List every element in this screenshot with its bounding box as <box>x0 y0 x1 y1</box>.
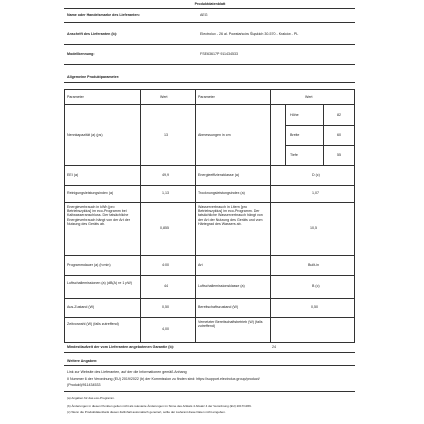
table-head-param2: Parameter <box>198 95 215 99</box>
supplier-address-value: Electrolux - 26 al. Powstańców Śląskich 30-570 - Kraków - PL <box>200 32 299 36</box>
table-row-divider <box>64 202 355 203</box>
table-cell: Energieeffizienzklasse (a) <box>198 173 240 177</box>
dimension-value: 82 <box>337 113 341 117</box>
divider <box>64 352 355 353</box>
table-cell: 0,50 <box>162 305 169 309</box>
table-cell: Aus-Zustand (W) <box>67 305 95 309</box>
table-cell: Vernetzter Bereitschaftsbetrieb (W) (falls zutreffend) <box>198 320 263 329</box>
table-row-divider <box>64 255 355 256</box>
table-col-divider <box>195 89 196 343</box>
table-cell: 1,07 <box>312 191 319 195</box>
table-cell: EEI (a) <box>67 173 79 177</box>
divider <box>64 391 355 392</box>
table-cell: 0,50 <box>311 305 318 309</box>
dimension-label: Tiefe <box>290 153 298 157</box>
model-value: FSE63617P 911434533 <box>200 52 239 56</box>
table-cell: Reinigungsleistungsindex (a) <box>67 191 114 195</box>
table-col-divider <box>140 89 141 343</box>
table-cell: 44 <box>164 284 168 288</box>
table-cell: Zeitvorwahl (W) (falls zutreffend) <box>67 322 119 326</box>
table-row-divider <box>64 185 355 186</box>
table-cell: Art <box>198 263 203 267</box>
table-cell: B (c) <box>312 284 320 288</box>
page-title: Produktdatenblatt <box>194 2 226 6</box>
table-row-divider <box>64 165 355 166</box>
divider <box>64 44 355 45</box>
divider <box>64 22 355 23</box>
table-cell: 4,00 <box>162 327 169 331</box>
divider <box>64 82 355 83</box>
header-rule <box>64 8 355 9</box>
divider <box>64 365 355 366</box>
table-cell: Luftschallemissionen (a) (dB(A) re 1 pW) <box>67 281 132 285</box>
table-cell: Bereitschaftszustand (W) <box>198 305 239 309</box>
divider <box>64 64 355 65</box>
supplier-address-label: Anschrift des Lieferanten (b): <box>67 32 118 36</box>
dimension-label: Breite <box>290 133 300 137</box>
table-cell: Energieverbrauch in kWh [pro Betriebszyklus] im eco-Programm bei Kaltwasseranschluss. Der tatsächliche Energieverbrauch hängt von der Art der Nutzung des Geräts ab. <box>67 205 130 226</box>
footnote-c: (c) Wenn die Produktdatenbank diesen Zellinhalt automatisch generiert, sollte der Lieferant diese Daten nicht eingeben. <box>67 410 226 414</box>
table-cell: Nennkapazität (a) (ps) <box>67 133 103 137</box>
footnote-b: (b) Änderungen in diesen Punkten gelten nicht als relevante Änderungen im Sinne des Artikels 4 Absatz 4 der Verordnung (EU) 2017/1369. <box>67 404 252 408</box>
additional-line: Link zur Website des Lieferanten, auf der die Informationen gemäß Anhang <box>67 370 187 374</box>
table-cell: Luftschallemissionsklasse (a) <box>198 284 245 288</box>
table-cell: D (c) <box>312 173 320 177</box>
table-head-value2: Wert <box>305 95 313 99</box>
table-col-divider <box>270 89 271 343</box>
table-row-divider <box>64 104 355 105</box>
supplier-name-value: AEG <box>200 13 208 17</box>
table-cell: Built-in <box>308 263 319 267</box>
table-row-divider <box>64 317 355 318</box>
table-row-divider <box>64 275 355 276</box>
dimensions-col-divider <box>323 104 324 165</box>
dimensions-subrow-divider <box>285 145 355 146</box>
general-section-title: Allgemeine Produktparameter: <box>67 75 120 79</box>
table-cell: Abmessungen in cm <box>198 133 231 137</box>
dimensions-col-divider <box>285 104 286 165</box>
table-cell: Trocknungsleistungsindex (a) <box>198 191 245 195</box>
dimension-value: 60 <box>337 133 341 137</box>
additional-line: II Nummer 6 der Verordnung (EU) 2019/2022 (b) der Kommission zu finden sind: https://support.electrolux.group/product/ <box>67 377 260 381</box>
table-cell: 1,13 <box>162 191 169 195</box>
table-cell: 0,855 <box>160 226 169 230</box>
table-head-param1: Parameter <box>67 95 84 99</box>
model-label: Modellkennung: <box>67 52 95 56</box>
table-cell: 4:00 <box>162 263 169 267</box>
additional-line: (Produkt)/911434533 <box>67 383 101 387</box>
dimension-label: Höhe <box>290 113 299 117</box>
warranty-label: Mindestlaufzeit der vom Lieferanten angebotenen Garantie (b): <box>67 345 175 349</box>
table-cell: Wasserverbrauch in Litern [pro Betriebszyklus] im eco-Programm. Der tatsächliche Wasserverbrauch hängt von der Art der Nutzung des Geräts und vom Härtegrad des Wassers ab. <box>198 205 263 226</box>
table-cell: 13 <box>164 133 168 137</box>
table-cell: 10,5 <box>310 226 317 230</box>
table-head-value1: Wert <box>160 95 168 99</box>
table-cell: Programmdauer (a) (h:min) <box>67 263 111 267</box>
table-cell: 49,9 <box>162 173 169 177</box>
warranty-value: 24 <box>272 345 276 349</box>
supplier-name-label: Name oder Handelsmarke des Lieferanten: <box>67 13 140 17</box>
footnote-a: (a) Angaben für das eco-Programm. <box>67 396 115 400</box>
dimensions-subrow-divider <box>285 125 355 126</box>
additional-title: Weitere Angaben: <box>67 359 98 363</box>
table-row-divider <box>64 298 355 299</box>
dimension-value: 55 <box>337 153 341 157</box>
